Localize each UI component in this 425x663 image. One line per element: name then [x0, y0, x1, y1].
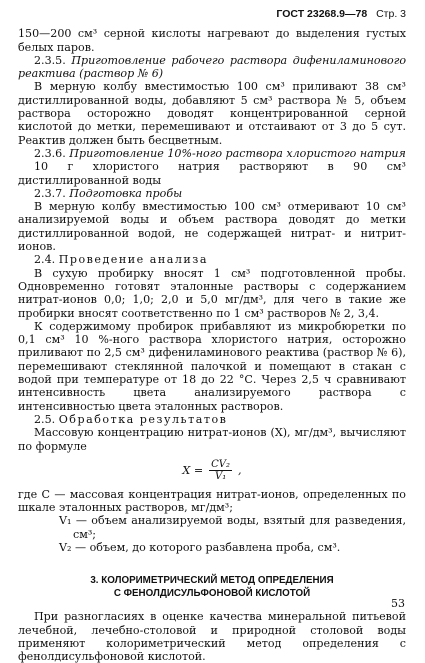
- heading-number: 2.3.5.: [34, 53, 66, 67]
- where-intro: где C — массовая концентрация нитрат-ионов, определенных по шкале эталонных растворов, мг/дм³;: [18, 487, 406, 515]
- standard-title: ГОСТ 23268.9—78: [276, 8, 368, 20]
- heading-title: Обработка результатов: [58, 412, 228, 426]
- paragraph-5: В сухую пробирку вносят 1 см³ подготовленной пробы. Одновременно готовят эталонные растворы с содержанием нитрат-ионов 0,0; 1,0; 2,0 и 5,0 мг/дм³, для чего в такие же пробирки вносят соответственно по 1 см³ растворов № 2, 3,4.: [18, 266, 406, 320]
- page-label: Стр. 3: [376, 8, 406, 20]
- heading-title: Проведение анализа: [58, 253, 208, 267]
- formula-lhs: X =: [182, 463, 204, 477]
- formula-denominator: V₁: [214, 470, 227, 482]
- heading-title: Подготовка пробы: [69, 186, 183, 200]
- heading-number: 2.5.: [34, 412, 56, 426]
- where-v1: V₁ — объем анализируемой воды, взятый для разведения, см³;: [59, 514, 406, 541]
- section-heading-line: 3. КОЛОРИМЕТРИЧЕСКИЙ МЕТОД ОПРЕДЕЛЕНИЯ: [90, 575, 334, 587]
- heading-title: Приготовление рабочего раствора дифениламинового реактива (раствор № 6): [18, 53, 407, 81]
- paragraph-8: При разногласиях в оценке качества минеральной питьевой лечебной, лечебно-столовой и природной столовой воды применяют колориметрический метод определения с фенолдисульфоновой кислотой.: [18, 610, 406, 663]
- section-3-heading: [18, 574, 406, 600]
- document-page: [18, 6, 406, 663]
- heading-2-4: [18, 253, 406, 266]
- formula-numerator: CV₂: [211, 458, 231, 470]
- heading-2-3-5: [18, 54, 406, 81]
- heading-number: 2.3.7.: [34, 186, 66, 200]
- page-header: [18, 8, 406, 21]
- paragraph-2: В мерную колбу вместимостью 100 см³ приливают 38 см³ дистиллированной воды, добавляют 5 см³ раствора № 5, объем раствора осторожно доводят концентрированной серной кислотой до метки, перемешивают и отстаивают от 3 до 5 сут. Реактив должен быть бесцветным.: [18, 80, 406, 147]
- heading-number: 2.4.: [34, 253, 56, 267]
- heading-2-3-7: [18, 187, 406, 200]
- where-v2: V₂ — объем, до которого разбавлена проба, см³.: [59, 540, 341, 554]
- heading-2-3-6: [18, 147, 406, 160]
- formula-tail: ,: [238, 463, 242, 477]
- page-number: 53: [391, 597, 405, 610]
- heading-number: 2.3.6.: [34, 146, 66, 160]
- paragraph-3: 10 г хлористого натрия растворяют в 90 см³ дистиллированной воды: [18, 160, 406, 187]
- formula: [18, 459, 406, 482]
- paragraph-7: Массовую концентрацию нитрат-ионов (X), мг/дм³, вычисляют по формуле: [18, 426, 406, 453]
- heading-title: Приготовление 10%-ного раствора хлористого натрия: [69, 146, 406, 160]
- formula-fraction: [209, 459, 232, 482]
- paragraph-6: К содержимому пробирок прибавляют из микробюретки по 0,1 см³ 10 %-ного раствора хлористого натрия, осторожно приливают по 2,5 см³ дифениламинового реактива (раствор № 6), перемешивают стеклянной палочкой и помещают в стакан с водой при температуре от 18 до 22 °С. Через 2,5 ч сравнивают интенсивность цвета анализируемого раствора с интенсивностью цвета эталонных растворов.: [18, 319, 406, 413]
- section-heading-line: С ФЕНОЛДИСУЛЬФОНОВОЙ КИСЛОТОЙ: [113, 588, 311, 600]
- paragraph-1: 150—200 см³ серной кислоты нагревают до выделения густых белых паров.: [18, 27, 406, 54]
- heading-2-5: [18, 413, 406, 426]
- paragraph-4: В мерную колбу вместимостью 100 см³ отмеривают 10 см³ анализируемой воды и объем раствора доводят до метки дистиллированной водой, не содержащей нитрат- и нитрит-ионов.: [18, 200, 406, 254]
